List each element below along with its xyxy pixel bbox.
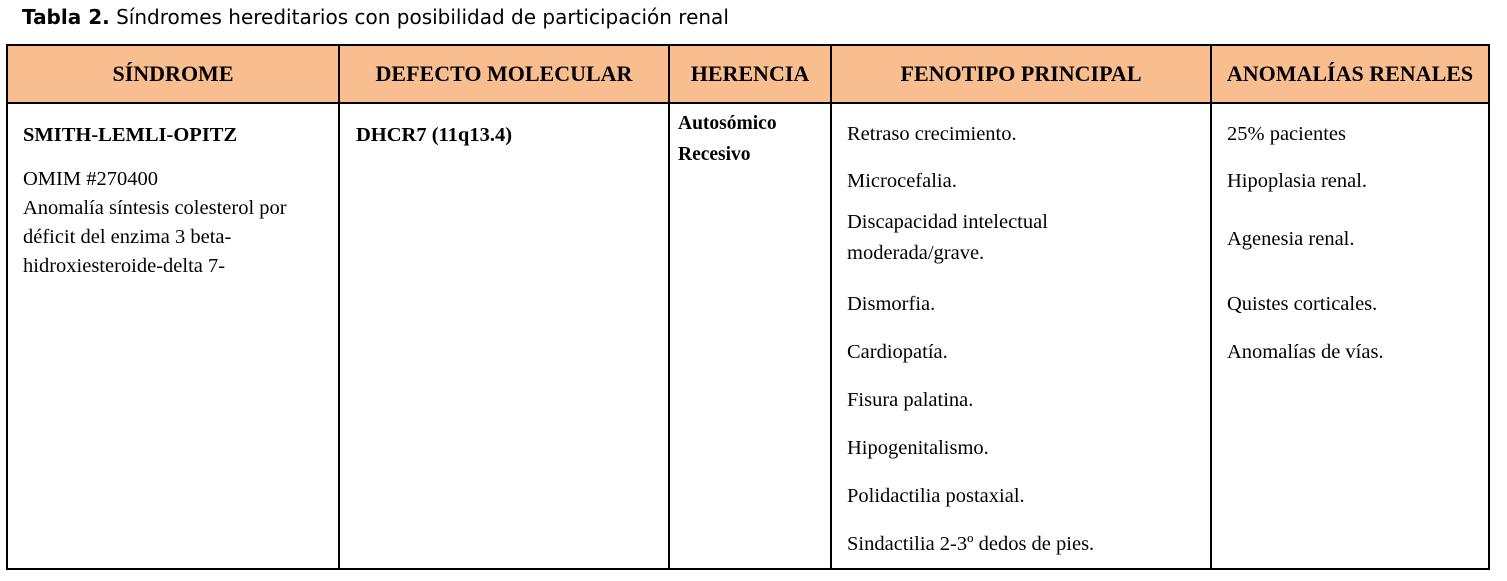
cell-molecular-defect	[339, 103, 669, 569]
molecular-defect: DHCR7 (11q13.4)	[356, 124, 513, 146]
header-row	[7, 45, 1489, 103]
header-anomalias-renales: ANOMALÍAS RENALES	[1211, 45, 1489, 103]
phenotype-item: Discapacidad intelectual	[847, 211, 1048, 233]
inheritance-line: Autosómico	[678, 113, 777, 134]
phenotype-item: Dismorfia.	[847, 293, 936, 315]
cell-phenotype	[831, 103, 1211, 569]
syndrome-name: SMITH-LEMLI-OPITZ	[23, 124, 238, 146]
header-defecto-molecular: DEFECTO MOLECULAR	[339, 45, 669, 103]
caption-text: Síndromes hereditarios con posibilidad de participación renal	[116, 5, 729, 29]
syndrome-description-line: déficit del enzima 3 beta-	[23, 226, 232, 248]
phenotype-item: Polidactilia postaxial.	[847, 485, 1025, 507]
cell-inheritance	[669, 103, 831, 569]
phenotype-item: Retraso crecimiento.	[847, 123, 1017, 145]
syndrome-description-line: hidroxiesteroide-delta 7-	[23, 255, 226, 277]
renal-item: Hipoplasia renal.	[1227, 170, 1368, 192]
phenotype-item: moderada/grave.	[847, 242, 985, 264]
inheritance-line: Recesivo	[678, 144, 751, 165]
cell-renal	[1211, 103, 1489, 569]
renal-item: Agenesia renal.	[1227, 228, 1355, 250]
phenotype-item: Hipogenitalismo.	[847, 437, 989, 459]
phenotype-item: Fisura palatina.	[847, 389, 974, 411]
renal-item: Anomalías de vías.	[1227, 341, 1384, 363]
syndrome-description-line: Anomalía síntesis colesterol por	[23, 197, 287, 219]
table-caption	[22, 3, 729, 31]
table-row	[7, 103, 1489, 569]
syndrome-omim: OMIM #270400	[23, 168, 158, 190]
caption-label: Tabla 2.	[22, 5, 110, 29]
phenotype-item: Microcefalia.	[847, 170, 957, 192]
phenotype-item: Cardiopatía.	[847, 341, 948, 363]
header-herencia: HERENCIA	[669, 45, 831, 103]
header-fenotipo-principal: FENOTIPO PRINCIPAL	[831, 45, 1211, 103]
phenotype-item: Sindactilia 2-3º dedos de pies.	[847, 533, 1095, 555]
header-sindrome: SÍNDROME	[7, 45, 339, 103]
renal-item: Quistes corticales.	[1227, 293, 1378, 315]
syndromes-table	[6, 44, 1490, 570]
cell-syndrome	[7, 103, 339, 569]
renal-item: 25% pacientes	[1227, 123, 1346, 145]
